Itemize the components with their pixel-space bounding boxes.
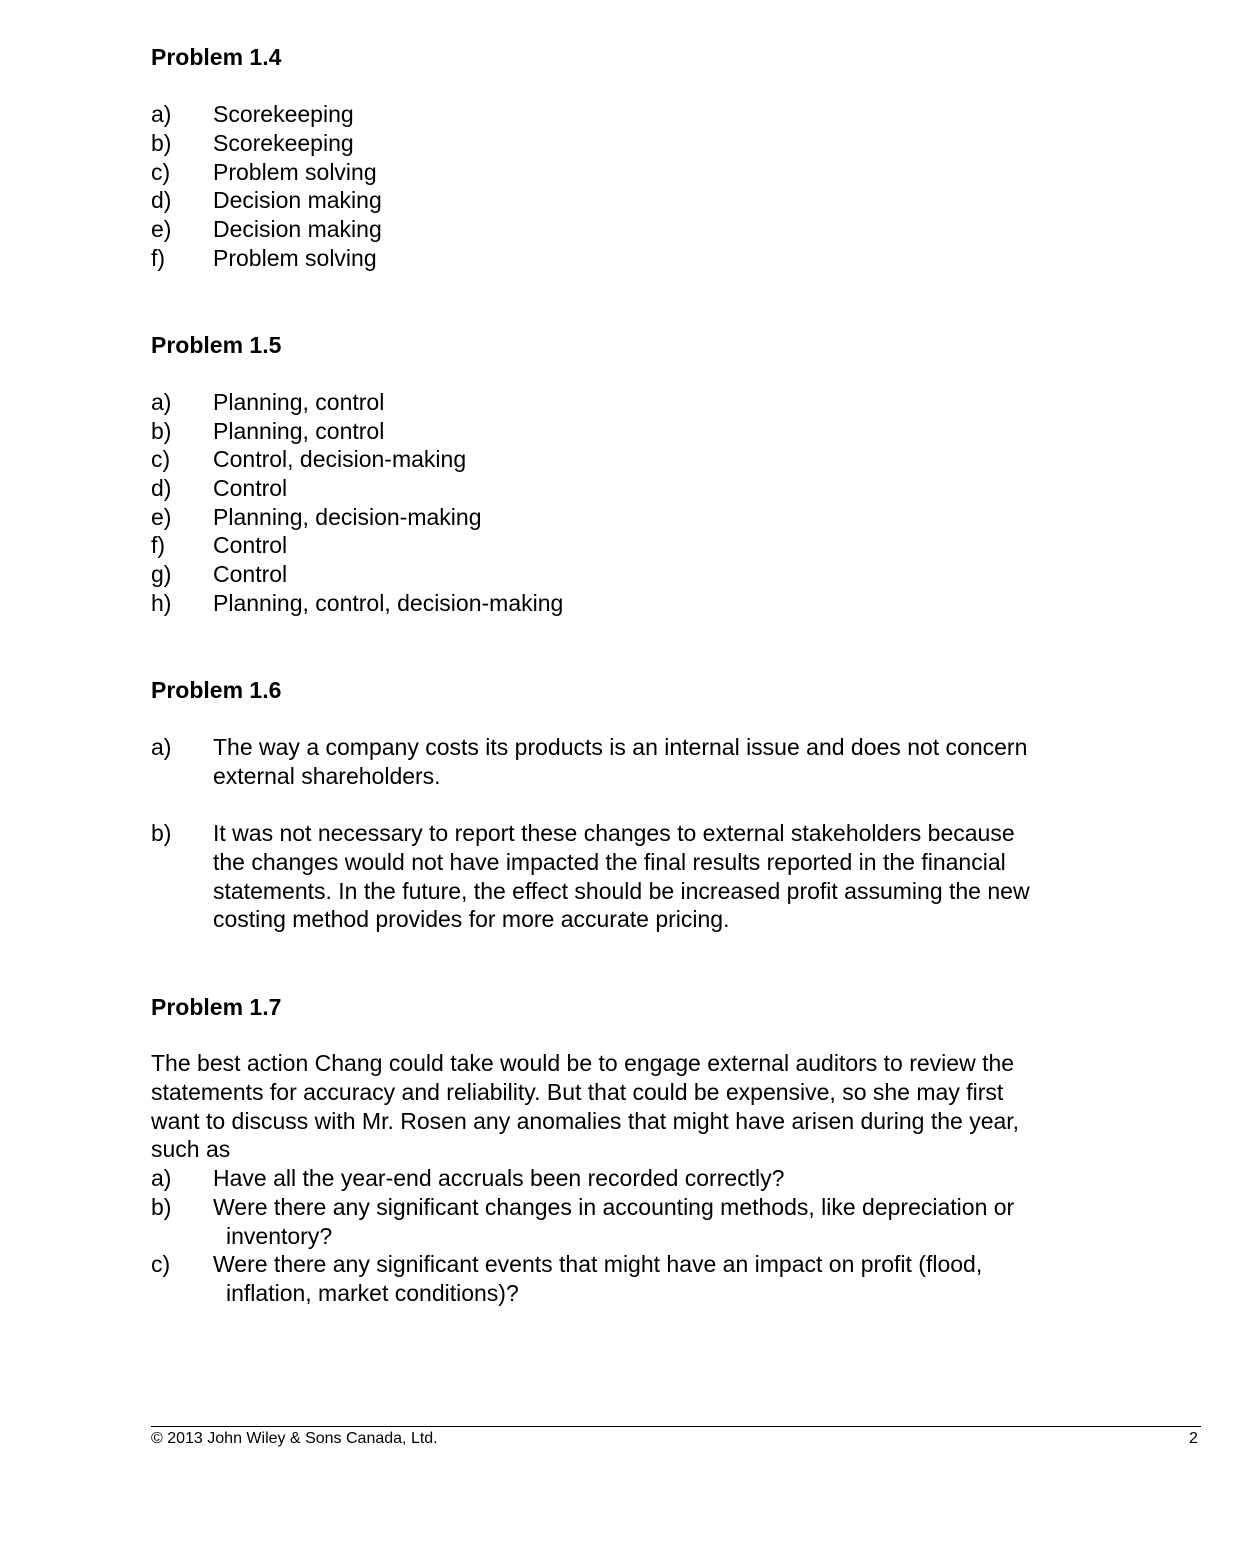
item-label: a) — [151, 389, 172, 415]
page-number: 2 — [1189, 1430, 1198, 1447]
item-label: c) — [151, 446, 171, 472]
list-item — [151, 531, 1151, 560]
item-text: Planning, control, decision-making — [213, 590, 564, 616]
list-item — [151, 1164, 1151, 1193]
footer-divider — [151, 1426, 1201, 1427]
list-item — [151, 129, 1151, 158]
section-heading: Problem 1.6 — [151, 677, 282, 703]
list-item — [151, 560, 1151, 589]
item-text: Were there any significant events that might have an impact on profit (flood, inflation, market conditions)? — [213, 1251, 983, 1306]
item-label: e) — [151, 216, 172, 242]
item-text: Scorekeeping — [213, 130, 354, 156]
item-label: a) — [151, 1165, 172, 1191]
list-item — [151, 215, 1151, 244]
item-text: Have all the year-end accruals been recorded correctly? — [213, 1165, 785, 1191]
list-item — [151, 1250, 1151, 1308]
section-heading: Problem 1.7 — [151, 994, 282, 1020]
item-text: Control, decision-making — [213, 446, 467, 472]
section-heading: Problem 1.4 — [151, 44, 282, 70]
item-label: d) — [151, 475, 172, 501]
item-text: The way a company costs its products is an internal issue and does not concern external shareholders. — [213, 734, 1028, 789]
list-item — [151, 186, 1151, 215]
item-label: f) — [151, 245, 166, 271]
item-text: Control — [213, 475, 288, 501]
item-label: b) — [151, 130, 172, 156]
item-text: Decision making — [213, 216, 382, 242]
list-item — [151, 388, 1151, 417]
item-label: b) — [151, 820, 172, 846]
item-text: Problem solving — [213, 159, 377, 185]
list-item — [151, 589, 1151, 618]
list-item — [151, 819, 1151, 934]
list-item — [151, 100, 1151, 129]
item-text: Were there any significant changes in accounting methods, like depreciation or inventory? — [213, 1194, 1015, 1249]
item-label: b) — [151, 418, 172, 444]
list-item — [151, 1193, 1151, 1251]
item-label: g) — [151, 561, 172, 587]
item-text: Control — [213, 532, 288, 558]
item-label: h) — [151, 590, 172, 616]
item-text: Problem solving — [213, 245, 377, 271]
item-text: Scorekeeping — [213, 101, 354, 127]
item-label: a) — [151, 734, 172, 760]
list-item — [151, 503, 1151, 532]
item-label: d) — [151, 187, 172, 213]
list-item — [151, 417, 1151, 446]
item-label: f) — [151, 532, 166, 558]
footer-copyright: © 2013 John Wiley & Sons Canada, Ltd. — [151, 1430, 438, 1447]
item-label: b) — [151, 1194, 172, 1220]
section-paragraph: The best action Chang could take would be to engage external auditors to review the statements for accuracy and reliability. But that could be expensive, so she may first want to discuss with Mr. Rosen any anomalies that might have arisen during the year, such as — [151, 1050, 1020, 1163]
item-label: c) — [151, 159, 171, 185]
item-text: Planning, control — [213, 389, 385, 415]
item-text: Planning, decision-making — [213, 504, 482, 530]
list-item — [151, 158, 1151, 187]
list-item — [151, 244, 1151, 273]
item-text: Decision making — [213, 187, 382, 213]
item-text: Control — [213, 561, 288, 587]
item-text: Planning, control — [213, 418, 385, 444]
list-item — [151, 474, 1151, 503]
item-label: e) — [151, 504, 172, 530]
list-item — [151, 733, 1151, 791]
item-label: c) — [151, 1251, 171, 1277]
section-heading: Problem 1.5 — [151, 332, 282, 358]
list-item — [151, 445, 1151, 474]
item-label: a) — [151, 101, 172, 127]
item-text: It was not necessary to report these changes to external stakeholders because the changes would not have impacted the final results reported in the financial statements. In the future, the effect should be increased profit assuming the new costing method provides for more accurate pricing. — [213, 820, 1030, 933]
